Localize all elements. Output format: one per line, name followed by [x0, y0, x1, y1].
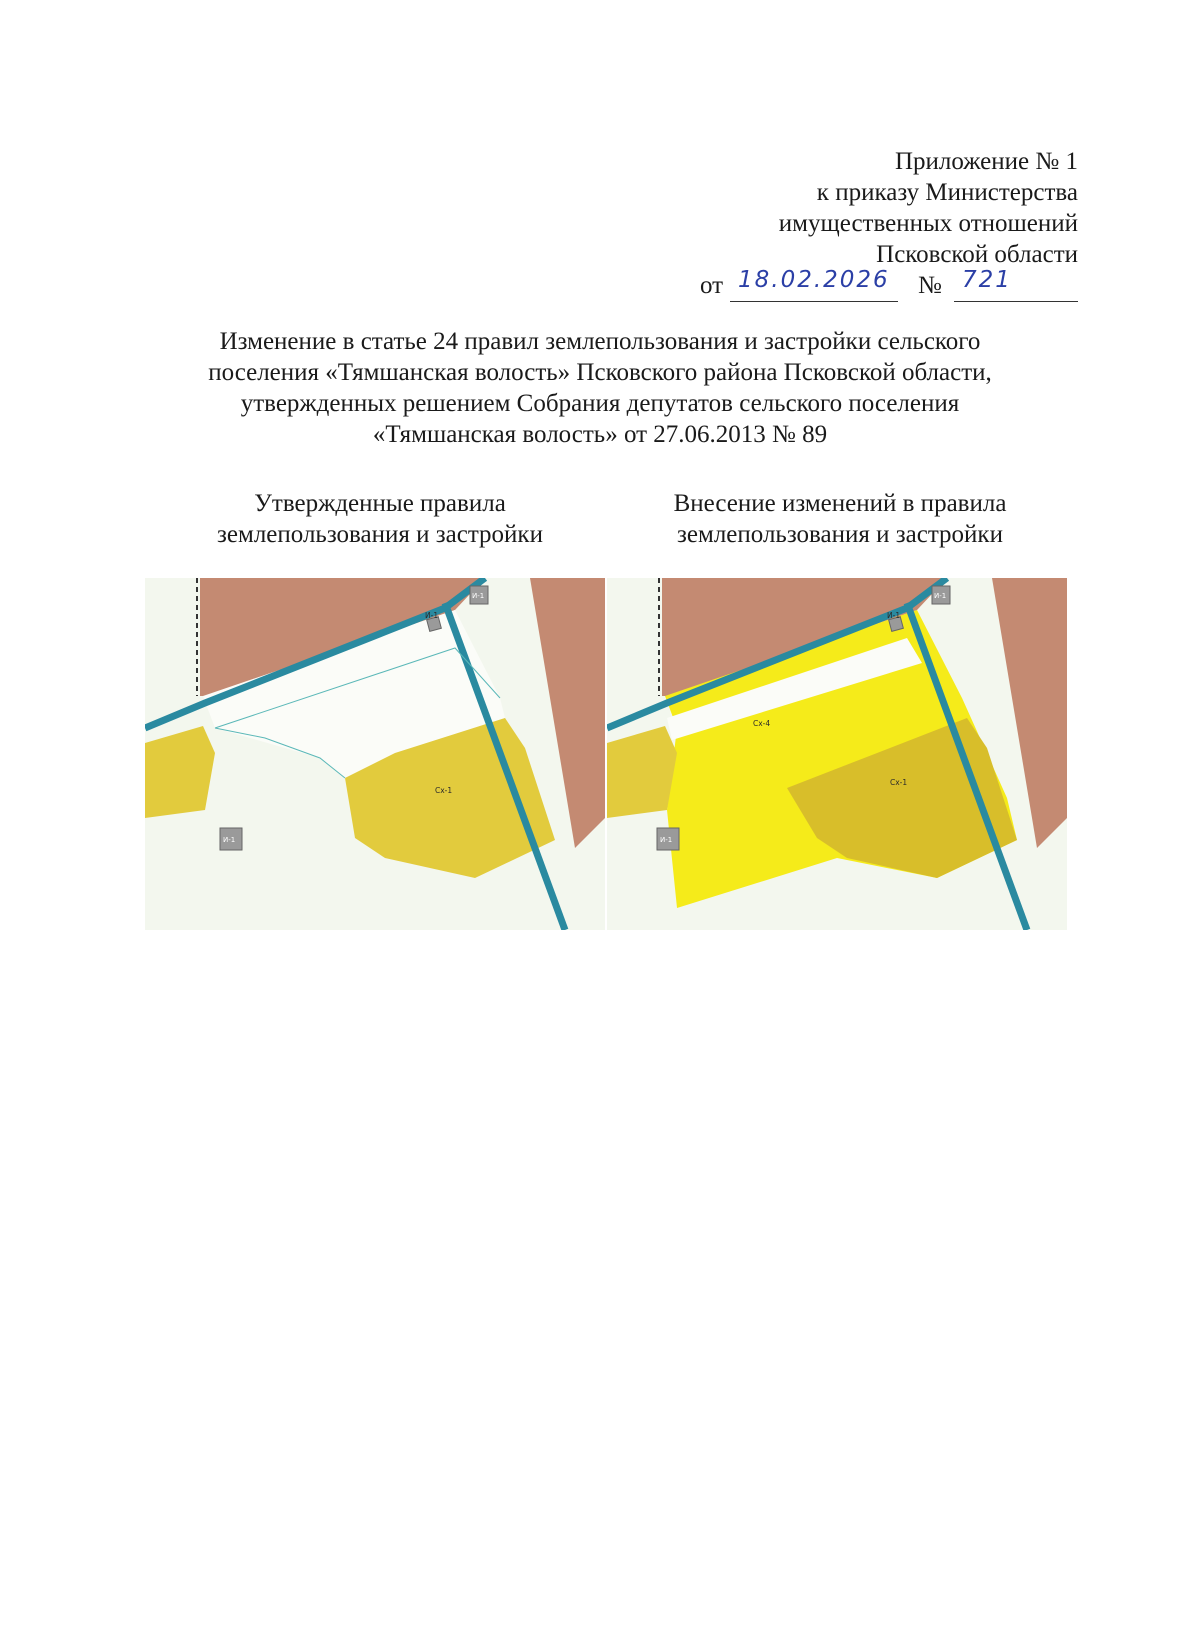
map-label: И-1: [425, 611, 439, 620]
title-line: Изменение в статье 24 правил землепользования и застройки сельского: [219, 328, 981, 355]
caption-line: Утвержденные правила: [254, 490, 506, 517]
appendix-line: к приказу Министерства: [816, 179, 1078, 206]
order-date: 18.02.2026: [738, 267, 890, 293]
map-label: И-1: [887, 611, 901, 620]
title-line: «Тямшанская волость» от 27.06.2013 № 89: [372, 421, 828, 448]
title-line: утвержденных решением Собрания депутатов сельского поселения: [240, 390, 960, 417]
map-label: Сх-4: [753, 719, 771, 728]
title-line: поселения «Тямшанская волость» Псковского района Псковской области,: [208, 359, 992, 386]
map-label: И-1: [934, 592, 947, 600]
order-date-number: [700, 267, 1078, 307]
date-underline: [730, 301, 898, 302]
caption-line: землепользования и застройки: [217, 521, 543, 548]
map-amended: [607, 578, 1067, 930]
caption-approved-rules: [145, 488, 615, 550]
appendix-line: имущественных отношений: [778, 210, 1078, 237]
caption-amended-rules: [605, 488, 1075, 550]
map-label: И-1: [660, 836, 673, 844]
caption-line: Внесение изменений в правила: [673, 490, 1007, 517]
from-label: от: [700, 272, 724, 299]
map-label: И-1: [472, 592, 485, 600]
map-label: Сх-1: [890, 778, 908, 787]
number-label: №: [918, 272, 942, 299]
appendix-block: [779, 146, 1078, 270]
map-label: Сх-1: [435, 786, 453, 795]
number-underline: [954, 301, 1078, 302]
order-number: 721: [962, 267, 1012, 293]
caption-line: землепользования и застройки: [677, 521, 1003, 548]
document-title: [100, 326, 1100, 450]
map-approved: [145, 578, 605, 930]
appendix-line: Приложение № 1: [894, 148, 1078, 175]
appendix-line: Псковской области: [876, 241, 1078, 268]
map-label: И-1: [223, 836, 236, 844]
